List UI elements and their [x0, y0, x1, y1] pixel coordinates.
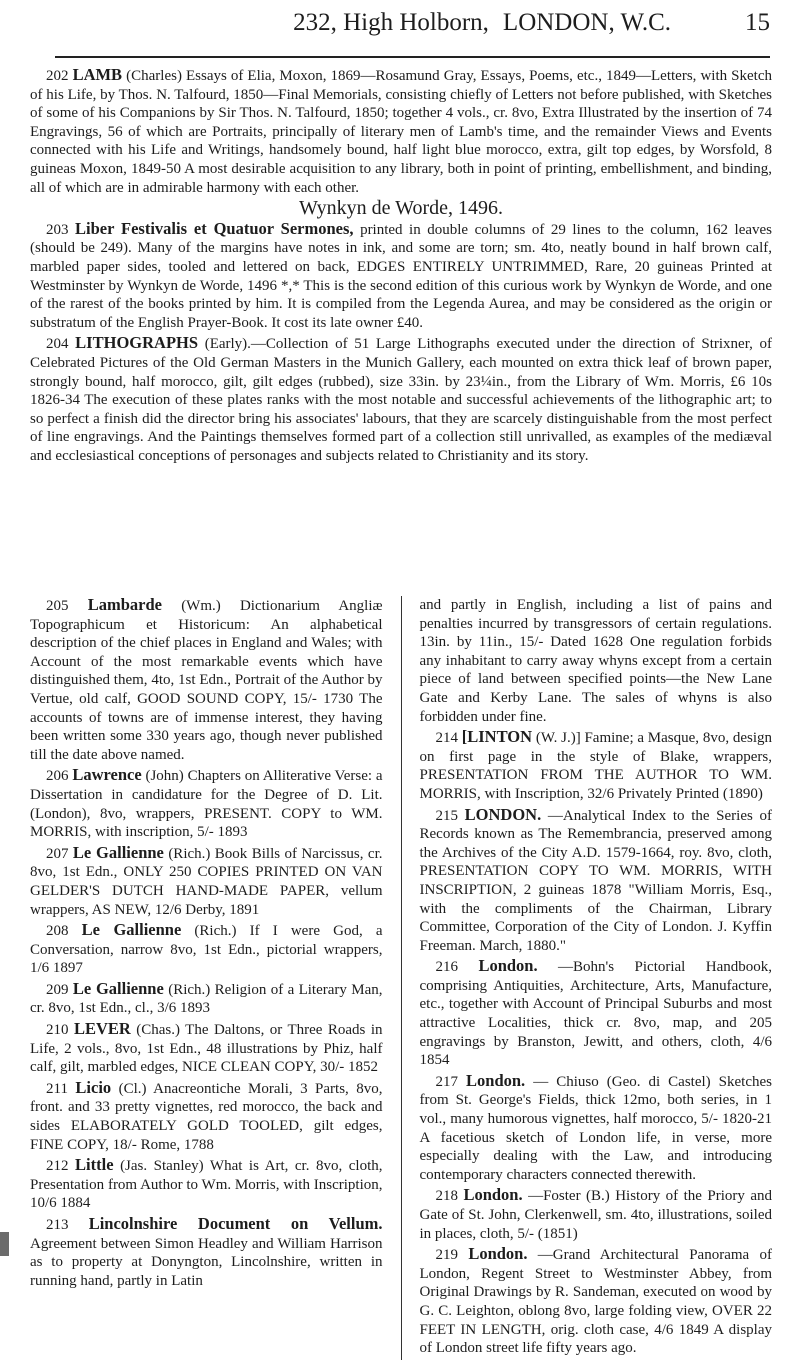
entry-214: [420, 728, 773, 803]
header-address: 232, High Holborn,: [293, 9, 489, 36]
entry-text: printed in double columns of 29 lines to the column, 162 leaves (should be 249). Many of the margins have notes in ink, and some are torn; sm. 4to, neatly bound in half brown calf, marbled paper sides, tooled and lettered on back, EDGES ENTIRELY UNTRIMMED, Rare, 20 guineas Printed at Westminster by Wynkyn de Worde, 1496 *,* This is the second edition of this curious work by Wynkyn de Worde, and one of the rarest of the books printed by him. It is compiled from the Legenda Aurea, and may be considered as the origin or substratum of the English Prayer-Book. It cost its late owner £40.: [30, 221, 773, 331]
entry-209: [30, 980, 383, 1018]
entry-title: London.: [478, 956, 538, 976]
entry-text: Agreement between Simon Headley and William Harrison as to property at Donyngton, Lincolnshire, written in running hand, partly in Latin: [30, 1235, 383, 1289]
entry-number: 216: [435, 959, 458, 976]
entry-text: (Cl.) Anacreontiche Morali, 3 Parts, 8vo, front. and 33 pretty vignettes, red morocco, the back and sides ELABORATELY GOLD TOOLED, gilt edges, FINE COPY, 18/- Rome, 1788: [30, 1080, 383, 1153]
entry-210: [30, 1020, 383, 1077]
entry-text: (Rich.) Book Bills of Narcissus, cr. 8vo, 1st Edn., ONLY 250 COPIES PRINTED ON VAN GELDER'S DUTCH HAND-MADE PAPER, vellum wrappers, AS NEW, 12/6 Derby, 1891: [30, 845, 383, 918]
entry-title: [LINTON: [461, 727, 533, 747]
entry-number: 202: [46, 68, 69, 84]
entry-text: (Rich.) Religion of a Literary Man, cr. 8vo, 1st Edn., cl., 3/6 1893: [30, 981, 383, 1017]
entry-text: —Bohn's Pictorial Handbook, comprising Antiquities, Architecture, Arts, Manufacture, etc., together with Account of Principal Suburbs and most attractive Localities, thick cr. 8vo, map, and 205 engravings by Branston, Jewitt, and others, cloth, 4/6 1854: [419, 959, 773, 1069]
entry-206: [30, 766, 383, 841]
entry-number: 213: [46, 1217, 69, 1233]
entry-title: Lincolnshire Document on Vellum.: [88, 1214, 383, 1233]
entry-title: Le Gallienne: [72, 842, 164, 862]
entry-213-cont: [420, 596, 773, 726]
entry-number: 205: [46, 598, 69, 614]
entry-204: [30, 334, 772, 465]
header-rule: [55, 56, 770, 58]
entry-title: London.: [468, 1244, 528, 1264]
left-column: [30, 596, 383, 1360]
entry-text: (Rich.) If I were God, a Conversation, narrow 8vo, 1st Edn., pictorial wrappers, 1/6 1897: [30, 923, 383, 977]
entry-title: Le Gallienne: [81, 920, 182, 940]
entry-203: [30, 220, 772, 333]
entry-title: LEVER: [73, 1019, 131, 1039]
entry-title: LAMB: [72, 65, 123, 84]
entry-text: (Jas. Stanley) What is Art, cr. 8vo, cloth, Presentation from Author to Wm. Morris, with Inscription, 10/6 1884: [30, 1158, 383, 1212]
entry-number: 204: [46, 336, 69, 353]
entry-title: LONDON.: [464, 804, 542, 824]
two-column-area: [30, 596, 772, 1360]
entry-211: [30, 1079, 383, 1154]
entry-202: [30, 66, 772, 197]
entry-title: Lawrence: [72, 765, 142, 785]
entry-number: 208: [46, 923, 69, 940]
page-edge-shadow: [0, 1232, 9, 1256]
entry-text: (Early).—Collection of 51 Large Lithographs executed under the direction of Strixner, of Celebrated Pictures of the Old German Masters in the Munich Gallery, each mounted on extra thick leaf of brown paper, strongly bound, half morocco, gilt, gilt edges (rubbed), size 33in. by 23¼in., from the Library of Wm. Morris, £6 10s 1826-34 The execution of these plates ranks with the most notable and successful achievements of the lithographic art; to so perfect a finish did the director bring his associates' labours, that they are scarcely distinguishable from the most perfect of line engravings. And the Paintings themselves formed part of a collection still unrivalled, as examples of the mediæval and ecclesiastical conceptions of personages and subjects related to Christianity and its story.: [30, 336, 773, 464]
column-divider: [401, 596, 402, 1360]
entry-216: [420, 957, 773, 1070]
entry-number: 215: [435, 807, 458, 824]
entry-208: [30, 921, 383, 978]
entry-title: Liber Festivalis et Quatuor Sermones,: [75, 218, 354, 238]
entry-number: 212: [46, 1158, 69, 1175]
entry-title: Le Gallienne: [72, 978, 164, 998]
entry-218: [420, 1186, 773, 1243]
entry-212: [30, 1156, 383, 1213]
entry-number: 214: [435, 730, 458, 747]
entry-number: 206: [46, 768, 69, 785]
entry-title: Little: [75, 1155, 114, 1175]
entry-number: 217: [435, 1073, 458, 1090]
entry-title: London.: [466, 1070, 526, 1090]
top-entries: [30, 66, 772, 467]
entry-number: 219: [435, 1247, 458, 1264]
entry-text: —Foster (B.) History of the Priory and Gate of St. John, Clerkenwell, sm. 4to, illustrations, soiled in places, cloth, 5/- (1851): [419, 1188, 772, 1242]
entry-text: —Analytical Index to the Series of Records known as The Remembrancia, preserved among the Archives of the City A.D. 1579-1664, roy. 8vo, cloth, PRESENTATION COPY TO WM. MORRIS, WITH INSCRIPTION, 2 guineas 1878 "William Morris, Esq., with the compliments of the Chairman, Library Committee, Corporation of the City of London. J. Kyffin Freeman. March, 1880.": [419, 807, 773, 954]
entry-205: [30, 596, 383, 764]
entry-215: [420, 806, 773, 956]
header-city: LONDON, W.C.: [502, 9, 671, 36]
entry-number: 211: [46, 1080, 68, 1097]
entry-text: (W. J.)] Famine; a Masque, 8vo, design on first page in the style of Blake, wrappers, PRESENTATION FROM THE AUTHOR TO WM. MORRIS, with Inscription, 32/6 Privately Printed (1890): [419, 730, 772, 802]
entry-text: (Chas.) The Daltons, or Three Roads in Life, 2 vols., 8vo, 1st Edn., 48 illustrations by Phiz, half calf, gilt, marbled edges, NICE CLEAN COPY, 30/- 1852: [30, 1022, 383, 1076]
entry-text: (John) Chapters on Alliterative Verse: a Dissertation in candidature for the Degree of D. Lit. (London), 8vo, wrappers, PRESENT. COPY to WM. MORRIS, with inscription, 5/- 1893: [30, 768, 383, 841]
entry-title: Licio: [75, 1077, 112, 1097]
entry-text: (Charles) Essays of Elia, Moxon, 1869—Rosamund Gray, Essays, Poems, etc., 1849—Letters, with Sketch of his Life, by Thos. N. Talfourd, 1850—Final Memorials, consisting chiefly of Letters not before published, with Sketches of some of his Companions by Sir Thos. N. Talfourd, 1850; together 4 vols., cr. 8vo, Extra Illustrated by the insertion of 74 Engravings, 56 of which are Portraits, principally of literary men of Lamb's time, and the remainder Views and Events connected with his Life and Writings, handsomely bound, half light blue morocco, extra, gilt top edges, by Worsfold, 8 guineas Moxon, 1849-50 A most desirable acquisition to any library, both in point of printing, embellishment, and binding, all of which are in admirable harmony with each other.: [30, 68, 773, 196]
page-header: [30, 4, 770, 42]
entry-number: 209: [46, 981, 69, 998]
page-number: 15: [745, 9, 770, 36]
entry-207: [30, 844, 383, 919]
entry-text: (Wm.) Dictionarium Angliæ Topographicum et Historicum: An alphabetical description of the chief places in England and Wales; with Account of the most remarkable events which have distinguished them, 4to, 1st Edn., Portrait of the Author by Vertue, old calf, GOOD SOUND COPY, 15/- 1730 The accounts of towns are of immense interest, they having been written some 330 years ago, though never published till the date above named.: [30, 598, 383, 763]
entry-text: — Chiuso (Geo. di Castel) Sketches from St. George's Fields, thick 12mo, both series, in 1 vol., many humorous vignettes, half morocco, 5/- 1820-21 A facetious sketch of London life, in verse, more especially dealing with the Law, and introducing contemporary characters connected therewith.: [419, 1073, 772, 1183]
entry-213: [30, 1215, 383, 1290]
right-column: [420, 596, 773, 1360]
entry-text: —Grand Architectural Panorama of London, Regent Street to Westminster Abbey, from Original Drawings by R. Sandeman, executed on wood by G. C. Leighton, oblong 8vo, large folding view, OVER 22 FEET IN LENGTH, orig. cloth case, 4/6 1849 A display of London street life fifty years ago.: [419, 1247, 772, 1357]
entry-217: [420, 1072, 773, 1185]
entry-219: [420, 1245, 773, 1358]
entry-number: 210: [46, 1022, 69, 1039]
entry-text: and partly in English, including a list of pains and penalties incurred by transgressors of certain regulations. 13in. by 11in., 15/- Dated 1628 One regulation forbids any inhabitant to carry away whyns except from a certain piece of land between specified points—the New Lane Gate and Kerby Lane. The sales of whyns is also forbidden under fine.: [419, 597, 772, 725]
entry-number: 203: [46, 221, 69, 238]
entry-number: 207: [46, 845, 69, 862]
entry-title: LITHOGRAPHS: [75, 333, 199, 353]
entry-title: London.: [463, 1185, 523, 1205]
entry-title: Lambarde: [87, 595, 162, 614]
entry-number: 218: [435, 1188, 458, 1205]
vendor-line: Wynkyn de Worde, 1496.: [298, 197, 503, 220]
